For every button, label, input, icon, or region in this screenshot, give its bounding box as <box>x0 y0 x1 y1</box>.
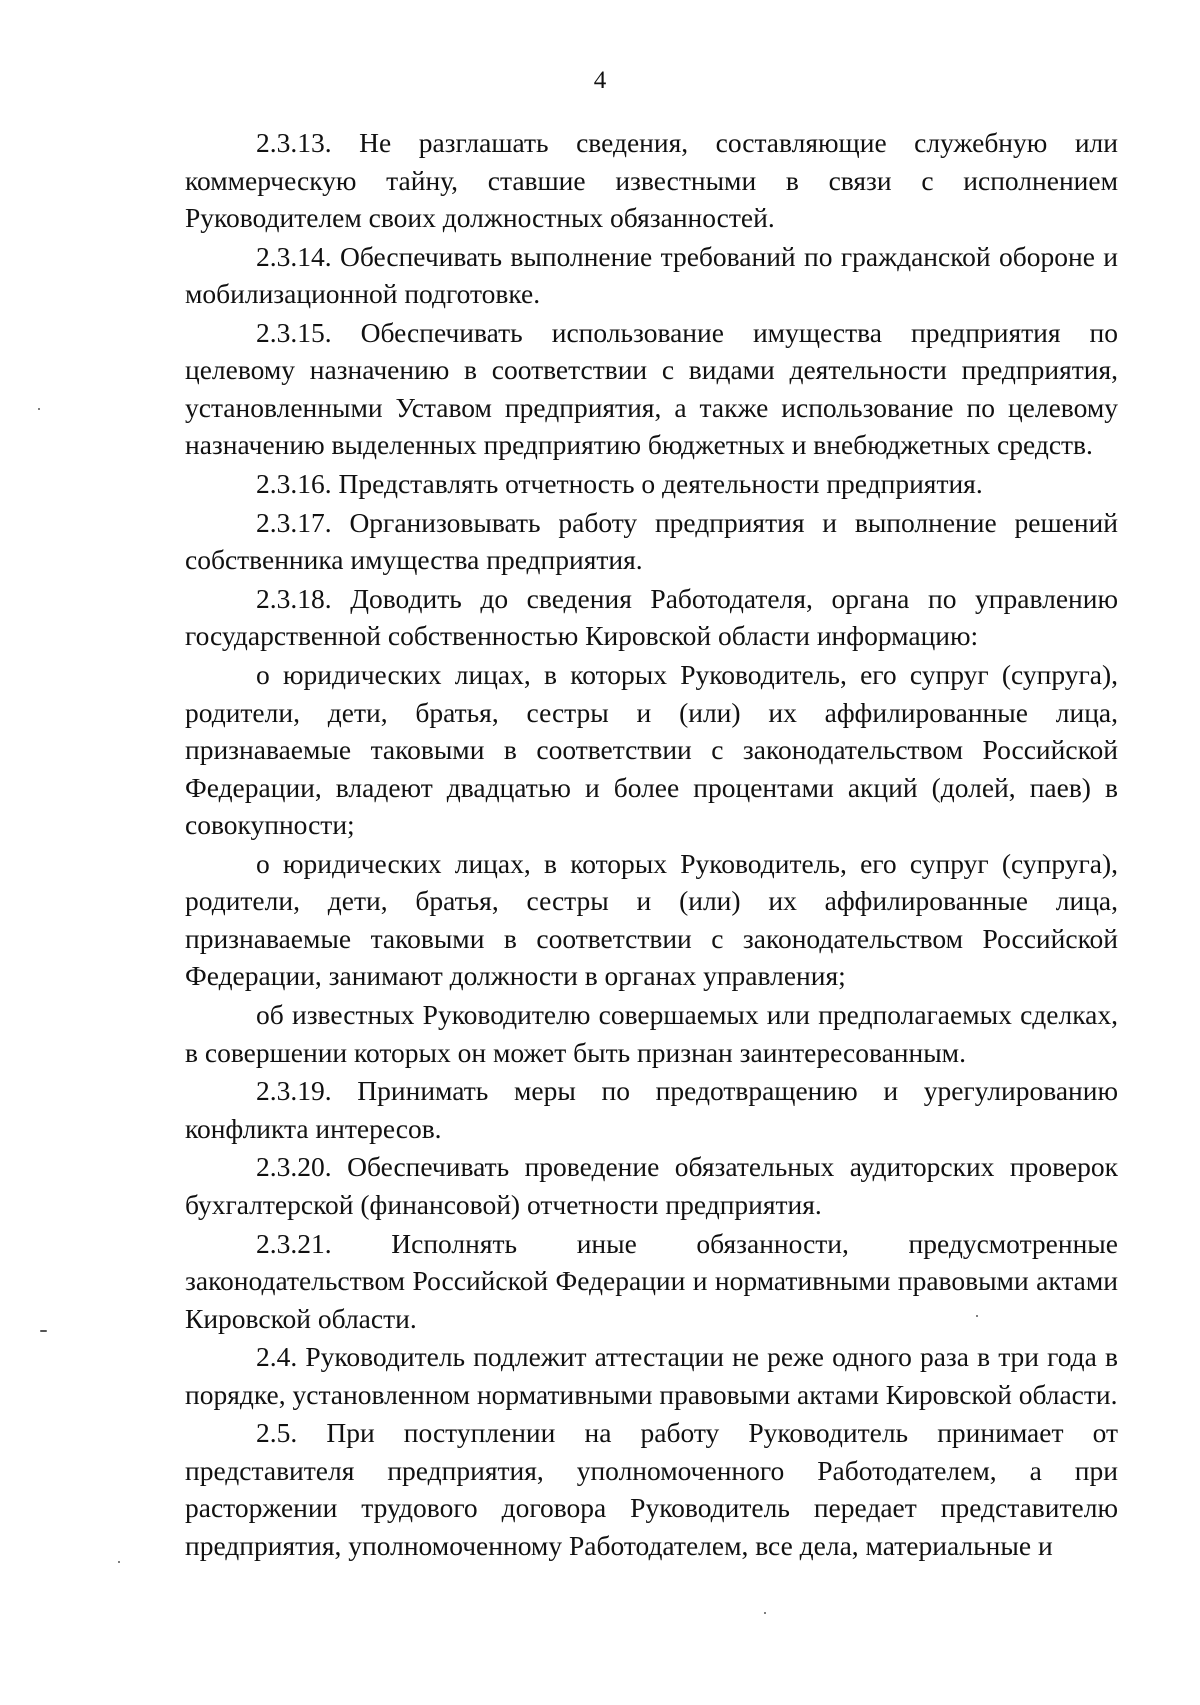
paragraph-2-3-14: 2.3.14. Обеспечивать выполнение требований по гражданской обороне и мобилизационной подготовке. <box>185 240 1118 310</box>
document-body <box>185 124 1118 1566</box>
paragraph-2-3-19: 2.3.19. Принимать меры по предотвращению и урегулированию конфликта интересов. <box>185 1075 1118 1144</box>
scan-speck <box>976 1315 978 1317</box>
paragraph-2-3-16: 2.3.16. Представлять отчетность о деятельности предприятия. <box>256 468 983 500</box>
paragraph-2-3-17: 2.3.17. Организовывать работу предприятия и выполнение решений собственника имущества предприятия. <box>185 506 1118 576</box>
paragraph-2-5: 2.5. При поступлении на работу Руководитель принимает от представителя предприятия, уполномоченного Работодателем, а при расторжении трудового договора Руководитель передает представителю предприятия, уполномоченному Работодателем, все дела, материальные и <box>185 1417 1118 1561</box>
paragraph-2-3-20: 2.3.20. Обеспечивать проведение обязательных аудиторских проверок бухгалтерской (финансовой) отчетности предприятия. <box>185 1151 1118 1220</box>
paragraph-2-3-21: 2.3.21. Исполнять иные обязанности, предусмотренные законодательством Российской Федерации и нормативными правовыми актами Кировской области. <box>185 1227 1118 1334</box>
scan-speck <box>118 1561 120 1563</box>
scan-speck <box>38 408 40 410</box>
paragraph-2-3-13: 2.3.13. Не разглашать сведения, составляющие служебную или коммерческую тайну, ставшие известными в связи с исполнением Руководителем своих должностных обязанностей. <box>185 127 1118 233</box>
paragraph-2-3-15: 2.3.15. Обеспечивать использование имущества предприятия по целевому назначению в соответствии с видами деятельности предприятия, установленными Уставом предприятия, а также использование по целевому назначению выделенных предприятию бюджетных и внебюджетных средств. <box>185 316 1118 461</box>
paragraph-2-3-18: 2.3.18. Доводить до сведения Работодателя, органа по управлению государственной собственностью Кировской области информацию: <box>185 582 1118 652</box>
page-number: 4 <box>593 67 607 94</box>
paragraph-2-3-18-item-2: о юридических лицах, в которых Руководитель, его супруг (супруга), родители, дети, братья, сестры и (или) их аффилированные лица, признаваемые таковыми в соответствии с законодательством Российской Федерации, занимают должности в органах управления; <box>185 847 1118 992</box>
paragraph-2-3-18-item-3: об известных Руководителю совершаемых или предполагаемых сделках, в совершении которых он может быть признан заинтересованным. <box>185 999 1118 1068</box>
paragraph-2-3-18-item-1: о юридических лицах, в которых Руководитель, его супруг (супруга), родители, дети, братья, сестры и (или) их аффилированные лица, признаваемые таковыми в соответствии с законодательством Российской Федерации, владеют двадцатью и более процентами акций (долей, паев) в совокупности; <box>185 659 1118 841</box>
paragraph-2-4: 2.4. Руководитель подлежит аттестации не реже одного раза в три года в порядке, установленном нормативными правовыми актами Кировской области. <box>185 1341 1118 1410</box>
scan-speck <box>764 1612 766 1614</box>
scan-speck <box>40 1330 47 1332</box>
